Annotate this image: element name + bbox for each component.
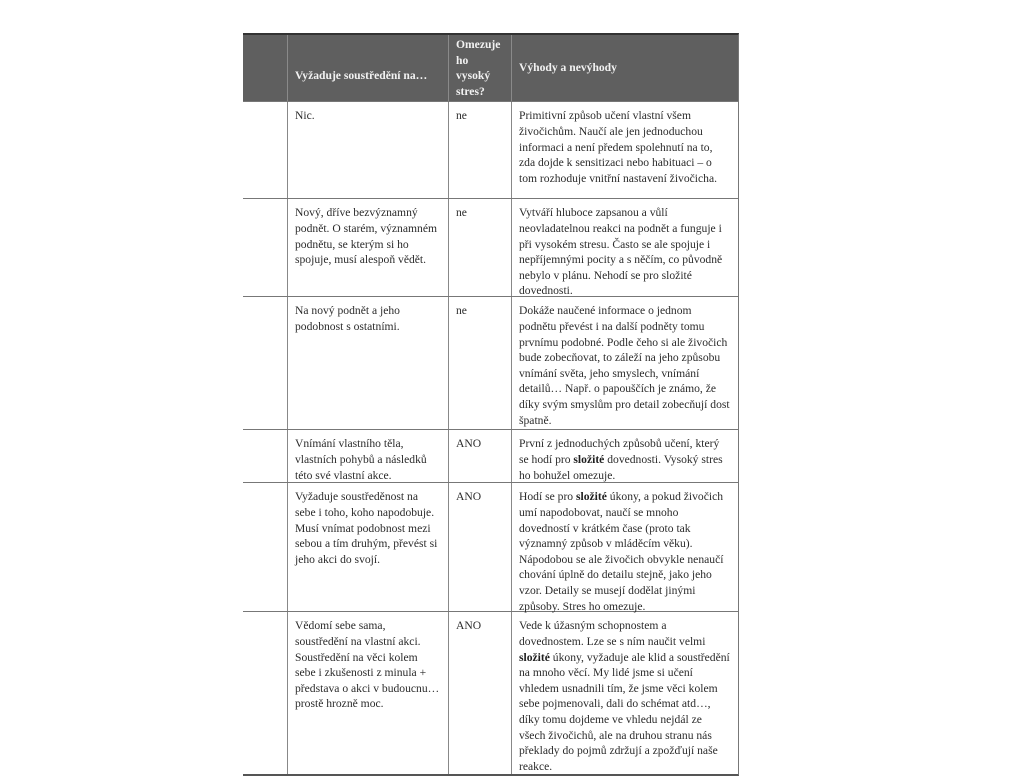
table-row: [243, 429, 738, 482]
header-requires: Vyžaduje soustředění na…: [287, 35, 448, 101]
bold-text: složité: [519, 650, 550, 664]
cell-stress: ANO: [448, 612, 511, 774]
cell-stress: ANO: [448, 430, 511, 482]
cell-requires: Nic.: [287, 102, 448, 198]
cell-requires: Vnímání vlastního těla, vlastních pohybů a následků této své vlastní akce.: [287, 430, 448, 482]
table-row: [243, 611, 738, 774]
text: úkony, a pokud živočich umí napodobovat, naučí se mnoho dovedností v krátkém čase (proto tak významný způsob v mláděcím věku). Nápodobou se ale živočich obvykle nenaučí chování úplně do detailu stejně, jako jeho vzor. Detaily se musejí dodělat jinými způsoby. Stres ho omezuje.: [519, 490, 724, 613]
table-row: [243, 296, 738, 429]
text: Vede k úžasným schopnostem a dovednostem. Lze se s ním naučit velmi: [519, 619, 706, 648]
cell-stress: ANO: [448, 483, 511, 611]
header-blank: [243, 35, 287, 101]
row-label: [243, 102, 287, 198]
cell-pros-cons: [511, 483, 738, 611]
cell-stress: ne: [448, 199, 511, 296]
table-row: [243, 198, 738, 296]
table-row: [243, 101, 738, 198]
table-row: [243, 482, 738, 611]
cell-pros-cons: Dokáže naučené informace o jednom podnětu převést i na další podněty tomu prvnímu podobné. Podle čeho si ale živočich bude zobecňovat, to záleží na jeho způsobu vnímání světa, jeho smyslech, vnímání detailů… Např. o papouščích je známo, že díky svým smyslům pro detail zobecňují dost špatně.: [511, 297, 738, 429]
cell-requires: Vědomí sebe sama, soustředění na vlastní akci. Soustředění na věci kolem sebe i zkušenosti z minula + představa o akci v budoucnu… prostě hrozně moc.: [287, 612, 448, 774]
table-header-row: [243, 35, 738, 101]
row-label: [243, 199, 287, 296]
text: První z jednoduchých způsobů učení, který se hodí pro: [519, 437, 720, 466]
row-label: [243, 612, 287, 774]
text: dovednosti. Vysoký stres ho bohužel omezuje.: [519, 452, 723, 482]
header-stress: Omezuje ho vysoký stres?: [448, 35, 511, 101]
cell-pros-cons: [511, 612, 738, 774]
cell-pros-cons: [511, 430, 738, 482]
text: úkony, vyžaduje ale klid a soustředění na mnoho věcí. My lidé jsme si učení vhledem usnadnili tím, že jsme věci kolem sebe pojmenovali, dali do schémat atd…, díky tomu dojdeme ve vhledu nejdál ze všech živočichů, ale na druhou stranu nás překlady do pojmů zdržují a zpožďují naše reakce.: [519, 650, 730, 773]
cell-requires: Na nový podnět a jeho podobnost s ostatními.: [287, 297, 448, 429]
header-pros-cons: Výhody a nevýhody: [511, 35, 738, 101]
bold-text: složité: [573, 452, 605, 466]
bold-text: složité: [576, 490, 607, 504]
row-label: [243, 483, 287, 611]
row-label: [243, 297, 287, 429]
cell-requires: Nový, dříve bezvýznamný podnět. O starém, významném podnětu, se kterým si ho spojuje, musí alespoň vědět.: [287, 199, 448, 296]
cell-pros-cons: Primitivní způsob učení vlastní všem živočichům. Naučí ale jen jednoduchou informaci a není předem spolehnutí na to, zda dojde k sensitizaci nebo habituaci – o tom rozhoduje vnitřní nastavení živočicha.: [511, 102, 738, 198]
learning-methods-table: [243, 33, 739, 776]
cell-stress: ne: [448, 297, 511, 429]
cell-pros-cons: Vytváří hluboce zapsanou a vůlí neovladatelnou reakci na podnět a funguje i při vysokém stresu. Často se ale spojuje i nepříjemnými pocity a s něčím, co původně nebylo v plánu. Nehodí se pro složité dovednosti.: [511, 199, 738, 296]
row-label: [243, 430, 287, 482]
cell-requires: Vyžaduje soustředěnost na sebe i toho, koho napodobuje. Musí vnímat podobnost mezi sebou a tím druhým, převést si jeho akci do svojí.: [287, 483, 448, 611]
text: Hodí se pro: [519, 490, 576, 504]
cell-stress: ne: [448, 102, 511, 198]
